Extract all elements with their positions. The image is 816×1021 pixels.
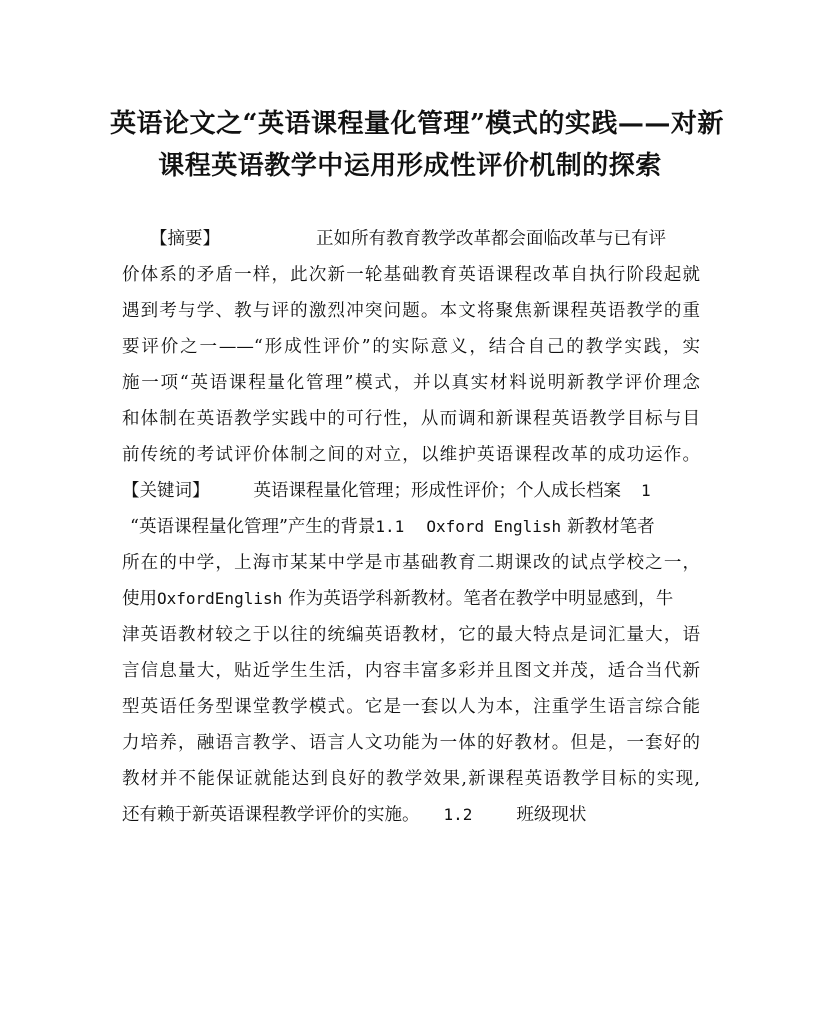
subsection-number-1-1: 1.1	[375, 517, 405, 536]
body-line-8: 教材并不能保证就能达到良好的教学效果,新课程英语教学目标的实现,	[122, 769, 700, 789]
abstract-line-6: 和体制在英语教学实践中的可行性，从而调和新课程英语教学目标与目	[122, 409, 700, 429]
keywords-label: 【关键词】	[122, 481, 210, 501]
keywords-line	[122, 474, 710, 508]
abstract-line-2: 价体系的矛盾一样，此次新一轮基础教育英语课程改革自执行阶段起就	[122, 265, 700, 285]
section-heading-background: “英语课程量化管理”产生的背景	[130, 517, 376, 537]
abstract-line-7: 前传统的考试评价体制之间的对立，以维护英语课程改革的成功运作。	[122, 445, 700, 465]
body-line-3-start: 使用	[122, 589, 157, 609]
document-title-line-2: 课程英语教学中运用形成性评价机制的探索	[158, 151, 662, 181]
abstract-line-5: 施一项“英语课程量化管理”模式，并以真实材料说明新教学评价理念	[122, 373, 700, 393]
abstract-text: 正如所有教育教学改革都会面临改革与已有评	[316, 229, 666, 249]
section-number-1: 1	[641, 481, 651, 500]
subsection-number-1-2: 1.2	[443, 805, 473, 824]
body-line-3-end: 作为英语学科新教材。笔者在教学中明显感到，牛	[288, 589, 674, 609]
abstract-line-3: 遇到考与学、教与评的激烈冲突问题。本文将聚焦新课程英语教学的重	[122, 301, 700, 321]
body-line-4: 津英语教材较之于以往的统编英语教材，它的最大特点是词汇量大，语	[122, 625, 700, 645]
abstract-label: 【摘要】	[150, 229, 220, 249]
body-line-2: 所在的中学，上海市某某中学是市基础教育二期课改的试点学校之一，	[122, 553, 700, 573]
body-line-9-text: 还有赖于新英语课程教学评价的实施。	[122, 805, 420, 825]
abstract-line-4: 要评价之一——“形成性评价”的实际意义，结合自己的教学实践，实	[122, 337, 700, 357]
body-line-9	[122, 798, 700, 832]
oxford-english-term: Oxford English	[426, 517, 562, 536]
abstract-line-1	[150, 222, 710, 256]
body-line-1-end: 新教材笔者	[567, 517, 655, 537]
keywords-text: 英语课程量化管理；形成性评价；个人成长档案	[253, 481, 621, 501]
body-line-1	[130, 510, 710, 544]
document-title-line-1: 英语论文之“英语课程量化管理”模式的实践——对新	[110, 109, 724, 139]
body-line-3	[122, 582, 700, 616]
oxfordenglish-term: OxfordEnglish	[157, 589, 283, 608]
body-line-6: 型英语任务型课堂教学模式。它是一套以人为本，注重学生语言综合能	[122, 697, 700, 717]
subsection-heading-class-status: 班级现状	[516, 805, 587, 825]
body-line-7: 力培养，融语言教学、语言人文功能为一体的好教材。但是，一套好的	[122, 733, 700, 753]
body-line-5: 言信息量大，贴近学生生活，内容丰富多彩并且图文并茂，适合当代新	[122, 661, 700, 681]
